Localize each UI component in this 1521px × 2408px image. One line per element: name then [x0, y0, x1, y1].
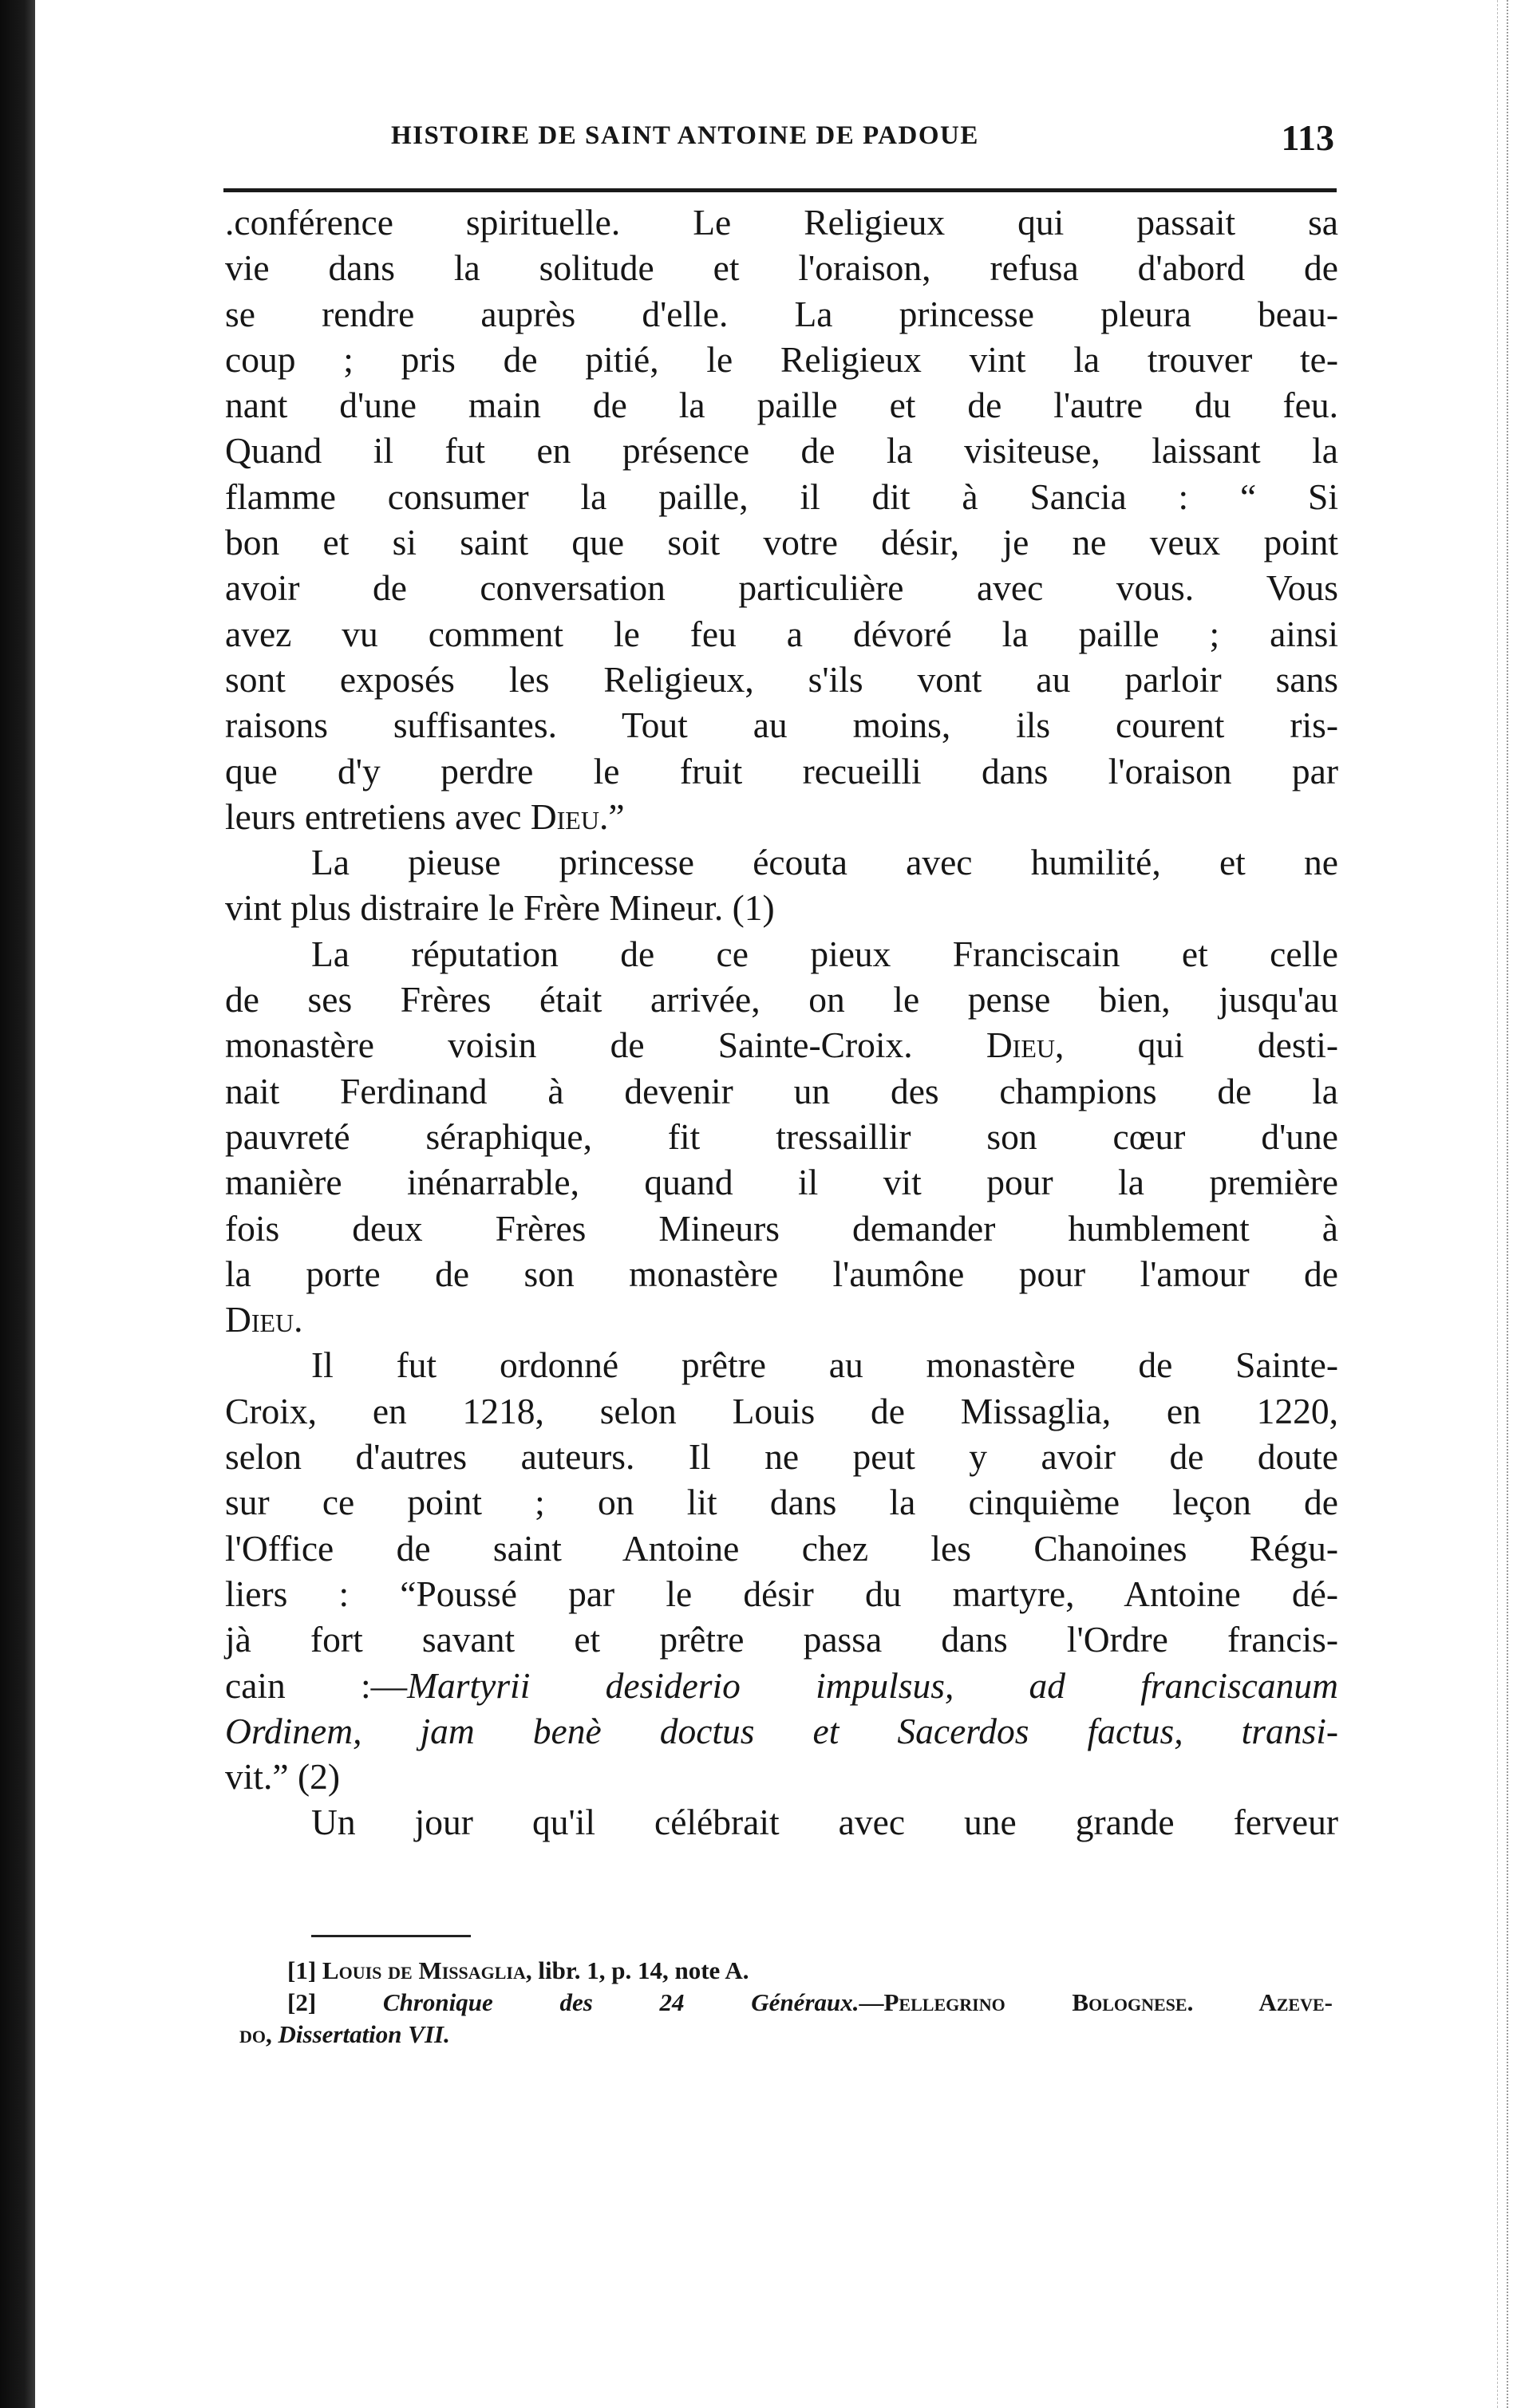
text-line — [225, 1663, 1338, 1708]
latin-quote: Martyrii desiderio impulsus, ad franciscanum — [407, 1664, 1338, 1706]
footnote-1 — [239, 1955, 1333, 1987]
text-line: sont exposés les Religieux, s'ils vont au parloir sans — [225, 658, 1338, 700]
text-line: Quand il fut en présence de la visiteuse, laissant la — [225, 430, 1338, 472]
footnote-2 — [239, 1987, 1333, 2019]
text-line: La pieuse princesse écouta avec humilité, et ne — [311, 842, 1338, 883]
text-line: raisons suffisantes. Tout au moins, ils courent ris- — [225, 705, 1338, 746]
text-line: Un jour qu'il célébrait avec une grande ferveur — [311, 1802, 1338, 1843]
header-rule — [223, 188, 1337, 192]
running-title: HISTOIRE DE SAINT ANTOINE DE PADOUE — [391, 121, 979, 150]
footnote-dash: — — [859, 1988, 884, 2016]
footnotes — [239, 1955, 1333, 2051]
footnote-title: Dissertation VII. — [278, 2020, 450, 2048]
text-fragment: .” — [599, 795, 625, 837]
footnote-2-cont — [239, 2019, 1333, 2051]
text-line: Croix, en 1218, selon Louis de Missaglia, en 1220, — [225, 1390, 1338, 1431]
small-caps-word: Dieu — [530, 795, 599, 837]
text-line: flamme consumer la paille, il dit à Sancia : “ Si — [225, 476, 1338, 517]
text-line: vint plus distraire le Frère Mineur. (1) — [225, 887, 775, 929]
text-line: coup ; pris de pitié, le Religieux vint la trouver te- — [225, 338, 1338, 380]
text-line: vie dans la solitude et l'oraison, refusa d'abord de — [225, 247, 1338, 289]
footnote-text: , libr. 1, p. 14, note A. — [525, 1956, 749, 1984]
text-line: avoir de conversation particulière avec vous. Vous — [225, 567, 1338, 609]
text-fragment: , qui desti- — [1055, 1024, 1338, 1066]
text-line: de ses Frères était arrivée, on le pense bien, jusqu'au — [225, 979, 1338, 1020]
text-line: Ordinem, jam benè doctus et Sacerdos factus, transi- — [225, 1710, 1338, 1751]
page-edge-mark — [1497, 0, 1499, 2408]
footnote-author: . Azeve- — [1187, 1988, 1333, 2016]
text-line: se rendre auprès d'elle. La princesse pleura beau- — [225, 293, 1338, 334]
text-line: .conférence spirituelle. Le Religieux qui passait sa — [225, 202, 1338, 243]
text-line: La réputation de ce pieux Franciscain et celle — [311, 933, 1338, 974]
page-edge — [1507, 0, 1513, 2408]
text-fragment: cain :— — [225, 1664, 408, 1706]
footnote-author: Louis de Missaglia — [322, 1956, 526, 1984]
footnote-author: Pellegrino Bolognese — [883, 1988, 1187, 2016]
footnote-mark: [2] — [287, 1988, 317, 2016]
text-line: liers : “Poussé par le désir du martyre, Antoine dé- — [225, 1573, 1338, 1614]
text-line: nait Ferdinand à devenir un des champions de la — [225, 1070, 1338, 1111]
text-line: que d'y perdre le fruit recueilli dans l'oraison par — [225, 750, 1338, 791]
text-fragment: leurs entretiens avec — [225, 795, 531, 837]
text-line: pauvreté séraphique, fit tressaillir son cœur d'une — [225, 1115, 1338, 1157]
text-line: jà fort savant et prêtre passa dans l'Ordre francis- — [225, 1619, 1338, 1660]
text-line: avez vu comment le feu a dévoré la paille ; ainsi — [225, 613, 1338, 654]
footnote-mark: [1] — [287, 1956, 317, 1984]
text-line — [225, 1297, 1338, 1342]
page-number: 113 — [1281, 117, 1334, 158]
text-line: nant d'une main de la paille et de l'autre du feu. — [225, 385, 1338, 426]
footnote-text: do, — [239, 2020, 279, 2048]
book-spine-shadow — [0, 0, 35, 2408]
text-line: Il fut ordonné prêtre au monastère de Sainte- — [311, 1344, 1338, 1386]
text-line — [225, 794, 1338, 839]
text-line — [225, 1022, 1338, 1068]
footnote-title: Chronique des 24 Généraux. — [382, 1988, 859, 2016]
footnote-rule — [311, 1935, 471, 1937]
text-line: vit.” (2) — [225, 1756, 341, 1798]
text-line: l'Office de saint Antoine chez les Chanoines Régu- — [225, 1527, 1338, 1569]
small-caps-word: Dieu — [225, 1299, 294, 1340]
running-header — [391, 117, 1349, 169]
text-line: manière inénarrable, quand il vit pour la première — [225, 1162, 1338, 1203]
small-caps-word: Dieu — [986, 1024, 1055, 1066]
text-line: selon d'autres auteurs. Il ne peut y avoir de doute — [225, 1436, 1338, 1478]
text-line: bon et si saint que soit votre désir, je ne veux point — [225, 522, 1338, 563]
text-fragment: . — [294, 1299, 303, 1340]
text-line: sur ce point ; on lit dans la cinquième leçon de — [225, 1482, 1338, 1523]
text-line: la porte de son monastère l'aumône pour l'amour de — [225, 1253, 1338, 1294]
text-fragment: monastère voisin de Sainte-Croix. — [225, 1024, 986, 1066]
text-line: fois deux Frères Mineurs demander humblement à — [225, 1207, 1338, 1249]
body-text — [225, 199, 1338, 1845]
